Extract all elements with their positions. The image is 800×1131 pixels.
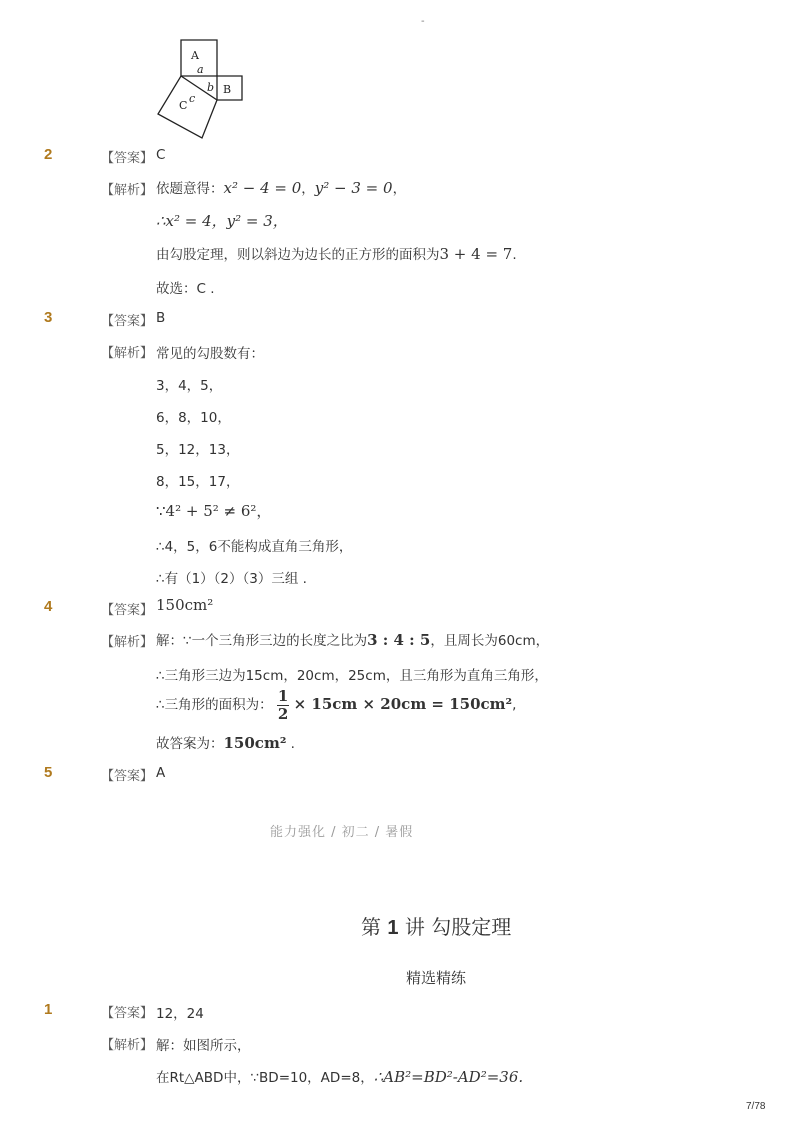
answer-tag: 【答案】: [101, 603, 154, 618]
lecture-number: 1: [387, 917, 399, 939]
analysis-text: 在Rt△ABD中，∵BD=10，AD=8，: [156, 1070, 374, 1086]
analysis-text: ，且周长为60cm，: [430, 633, 550, 649]
pythagorean-triple: 6，8，10，: [156, 410, 231, 426]
analysis-line: [156, 688, 516, 722]
analysis-text: 故答案为：: [156, 736, 224, 752]
analysis-text: ∴三角形的面积为：: [156, 697, 273, 713]
pythagorean-triple: 8，15，17，: [156, 474, 240, 490]
pythagorean-triple: 3，4，5，: [156, 378, 223, 394]
question-number: 3: [44, 309, 53, 326]
analysis-line: ∵4² + 5² ≠ 6²，: [156, 502, 272, 520]
header-mark: -: [421, 16, 425, 27]
fig-label-B: B: [223, 83, 232, 96]
question-number: 1: [44, 1001, 53, 1018]
section-title: 精选精练: [406, 969, 467, 987]
fraction-denominator: 2: [277, 704, 289, 723]
question-number: 2: [44, 146, 53, 163]
answer-value: C: [156, 147, 166, 163]
lecture-title-suffix: 讲 勾股定理: [404, 915, 512, 939]
analysis-text: 依题意得：: [156, 181, 224, 197]
question-number: 4: [44, 598, 53, 615]
fig-label-A: A: [191, 49, 199, 62]
equation: x² − 4 = 0: [223, 179, 302, 197]
answer-tag: 【答案】: [101, 769, 154, 784]
analysis-line: 解：如图所示，: [156, 1038, 251, 1054]
pythagorean-triple: 5，12，13，: [156, 442, 240, 458]
analysis-line: [156, 1066, 523, 1086]
page-number: 7/78: [746, 1101, 766, 1112]
fig-label-c: c: [189, 92, 196, 105]
answer-inline: 150cm²: [223, 734, 287, 752]
analysis-line: [156, 243, 517, 263]
answer-value: A: [156, 765, 166, 781]
analysis-line: ∴x² = 4，y² = 3，: [156, 212, 288, 230]
answer-value: 150cm²: [156, 596, 214, 614]
fraction: [277, 688, 289, 722]
lecture-title-prefix: 第: [361, 915, 381, 939]
pythagoras-squares-figure: [150, 35, 250, 140]
analysis-line: [156, 629, 549, 649]
fig-label-b: b: [207, 81, 215, 94]
analysis-line: 故选：C .: [156, 281, 215, 297]
analysis-line: ∴有（1）（2）（3）三组 .: [156, 571, 307, 587]
answer-value: B: [156, 310, 166, 326]
answer-tag: 【答案】: [101, 151, 154, 166]
analysis-line: [156, 177, 406, 197]
line-end: ,: [512, 697, 517, 713]
ratio: 3 : 4 : 5: [367, 631, 431, 649]
equation: ∴AB²=BD²-AD²=36.: [373, 1068, 524, 1086]
analysis-line: 常见的勾股数有：: [156, 346, 264, 362]
fraction-numerator: 1: [277, 687, 289, 705]
analysis-line: ∴三角形三边为15cm，20cm，25cm，且三角形为直角三角形，: [156, 668, 548, 684]
analysis-line: [156, 732, 295, 752]
lecture-title: [361, 911, 511, 940]
equation: × 15cm × 20cm = 150cm²: [293, 695, 513, 713]
question-number: 5: [44, 764, 53, 781]
analysis-tag: 【解析】: [101, 183, 154, 198]
page-footer: 能力强化 / 初二 / 暑假: [270, 825, 414, 840]
line-end: .: [512, 247, 517, 263]
answer-tag: 【答案】: [101, 1006, 154, 1021]
analysis-text: 由勾股定理，则以斜边为边长的正方形的面积为: [156, 247, 440, 263]
fig-label-C: C: [179, 99, 188, 112]
equation: 3 + 4 = 7: [439, 245, 513, 263]
analysis-tag: 【解析】: [101, 346, 154, 361]
analysis-tag: 【解析】: [101, 1038, 154, 1053]
answer-value: 12，24: [156, 1006, 204, 1022]
analysis-line: ∴4，5，6不能构成直角三角形，: [156, 539, 353, 555]
line-end: .: [286, 736, 295, 752]
analysis-text: 解：∵一个三角形三边的长度之比为: [156, 633, 368, 649]
analysis-tag: 【解析】: [101, 635, 154, 650]
fig-label-a: a: [197, 63, 204, 76]
line-end: ，: [392, 181, 407, 197]
answer-tag: 【答案】: [101, 314, 154, 329]
separator: ，: [301, 181, 315, 197]
equation: y² − 3 = 0: [314, 179, 393, 197]
